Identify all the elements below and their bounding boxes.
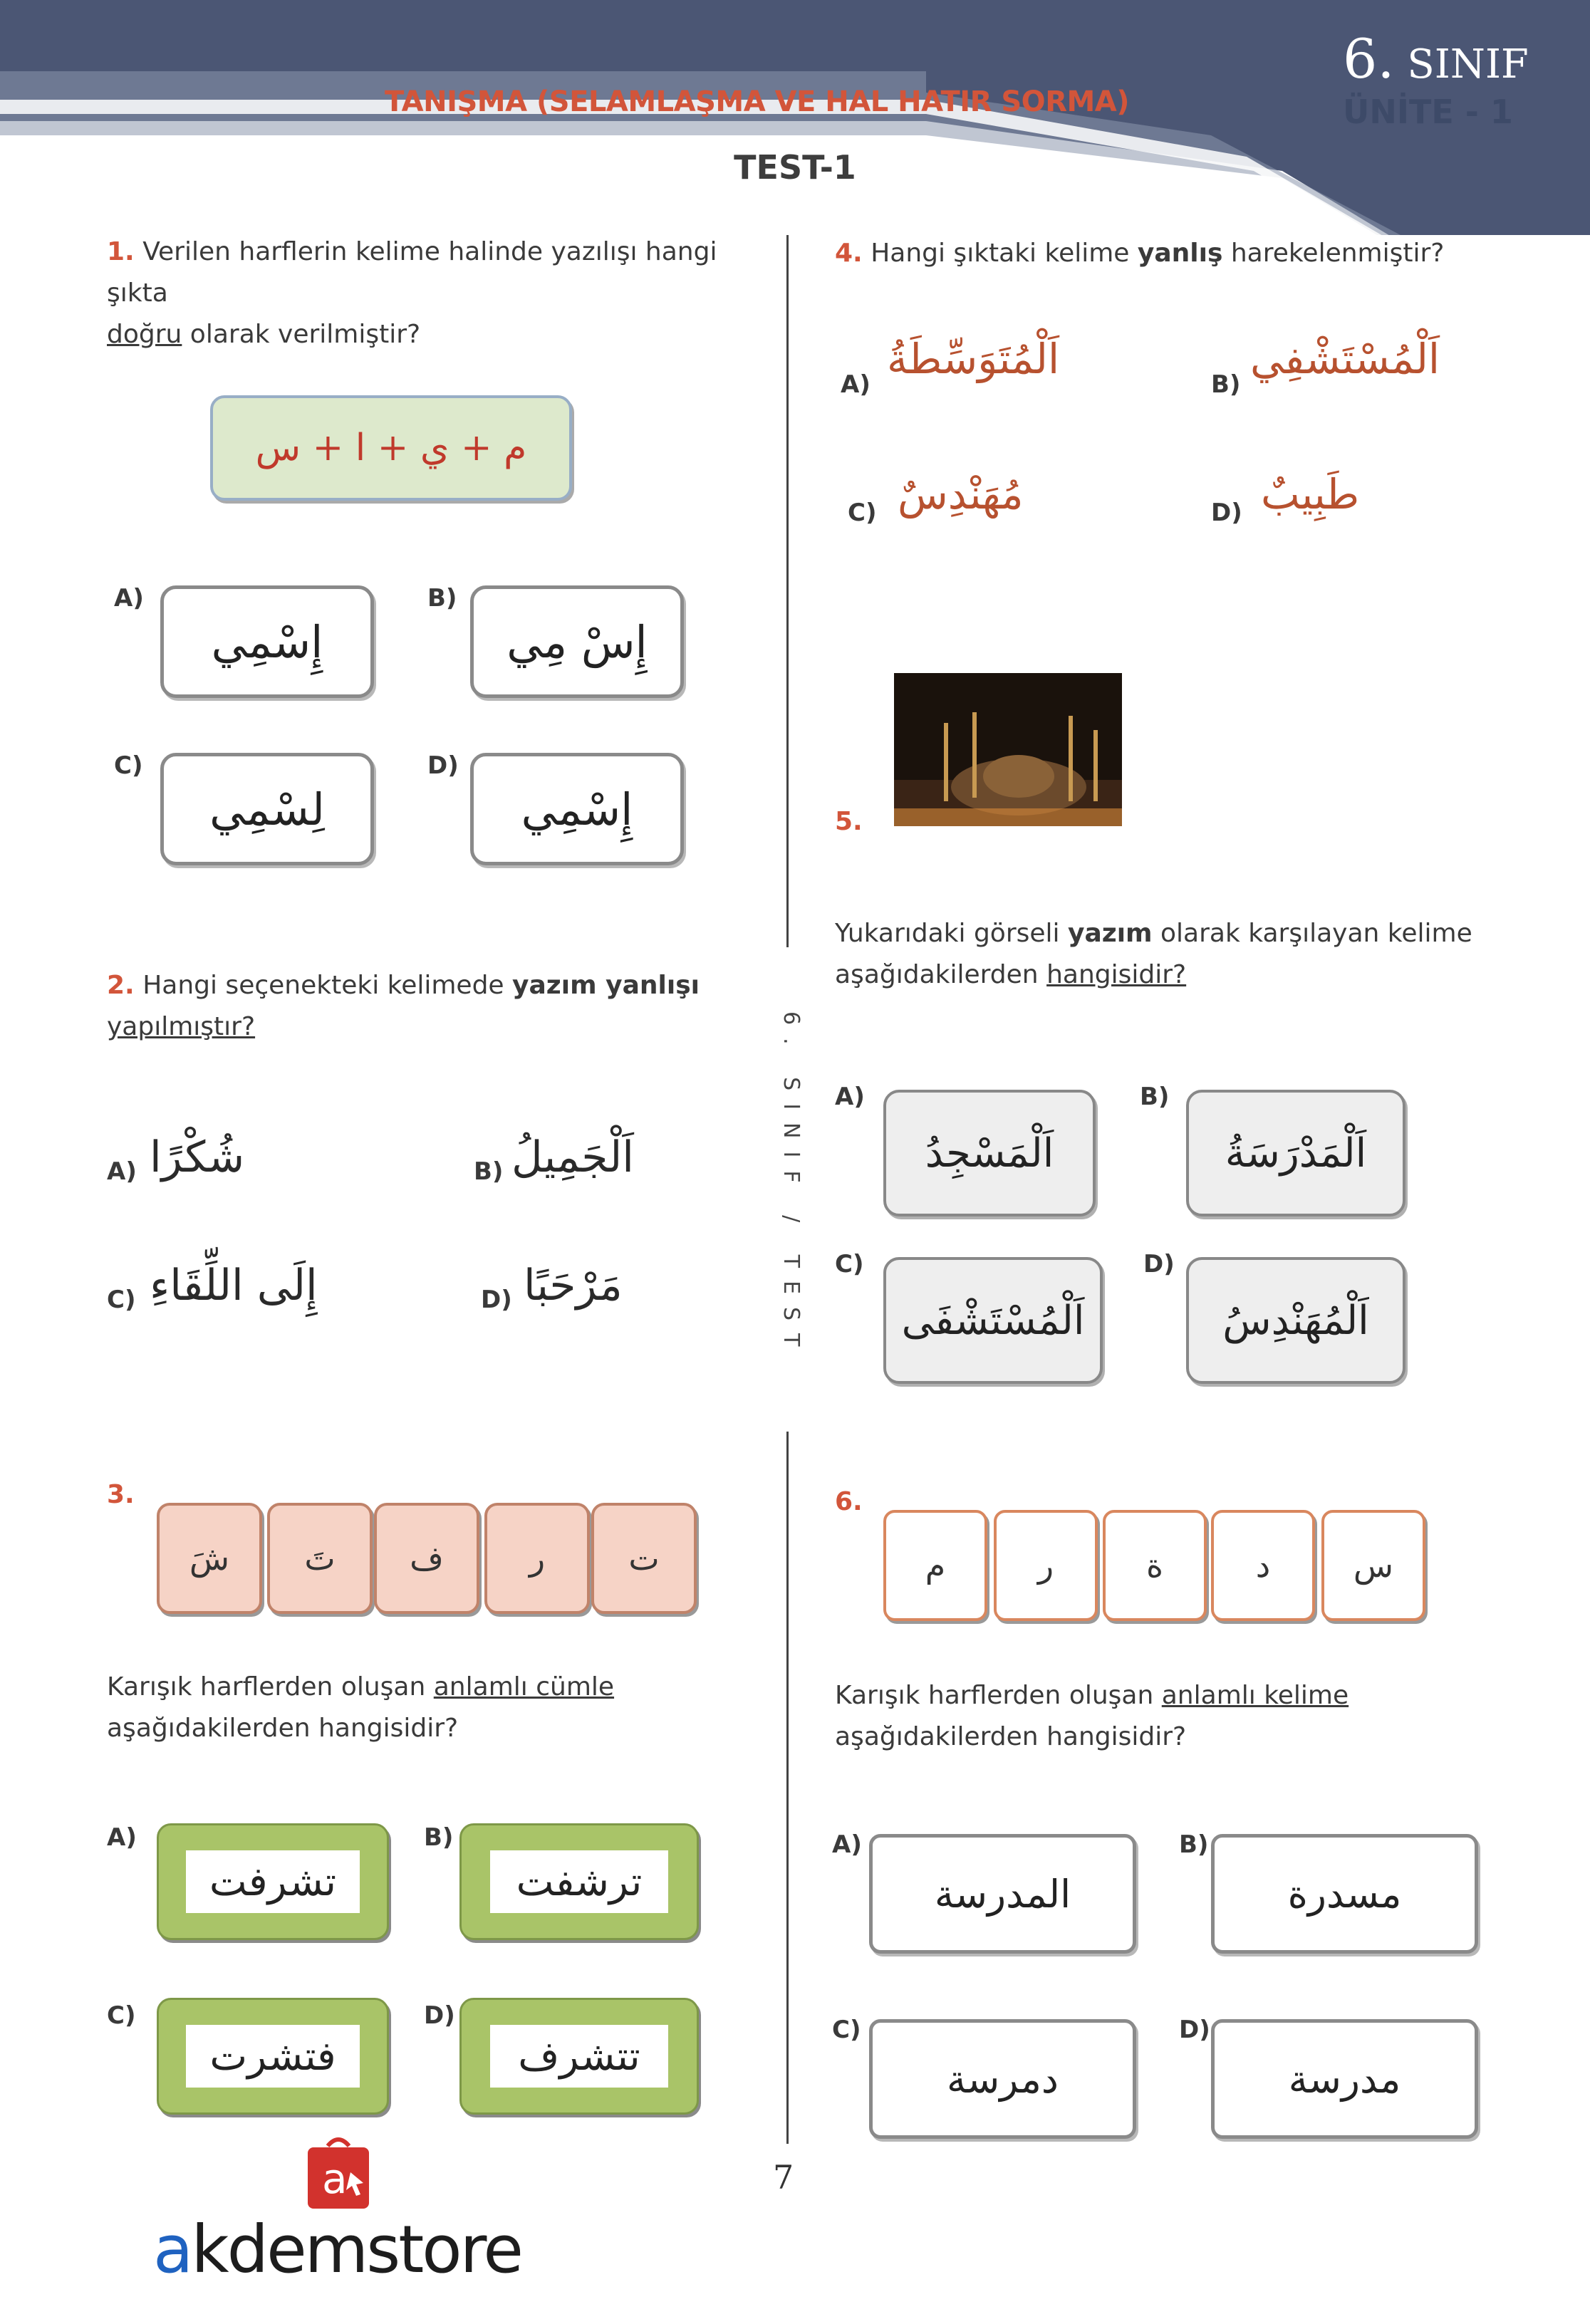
- q3-option-b[interactable]: [459, 1823, 699, 1940]
- q3-option-c[interactable]: [157, 1998, 389, 2115]
- logo-rest: kdemstore: [191, 2211, 521, 2288]
- q1-letters-box: [210, 395, 572, 501]
- q2-option-d-label: D): [481, 1286, 512, 1314]
- q3-option-c-label: C): [107, 2001, 136, 2030]
- q5-option-c[interactable]: [883, 1257, 1103, 1384]
- q3-option-d-word: تتشرف: [518, 2033, 640, 2080]
- q1-text-a: Verilen harflerin kelime halinde yazılışı hangi şıkta: [107, 237, 717, 308]
- q4-option-a-word[interactable]: اَلْمُتَوَسِّطَةُ: [887, 335, 1060, 383]
- q1-text: [107, 231, 762, 355]
- q3-tile-4-letter: تَ: [304, 1539, 336, 1578]
- q3-tile-3: [374, 1503, 479, 1614]
- q3-option-a[interactable]: [157, 1823, 389, 1940]
- q4-text-rest: harekelenmiştir?: [1222, 239, 1445, 268]
- q1-number: 1.: [107, 237, 135, 266]
- q2-option-c-word[interactable]: إِلَى اللِّقَاءِ: [150, 1261, 318, 1310]
- q3-option-c-word: فتشرت: [209, 2033, 336, 2080]
- q2-option-b-label: B): [474, 1157, 504, 1186]
- q3-text: [107, 1667, 762, 1749]
- q5-option-c-word: اَلْمُسْتَشْفَى: [901, 1297, 1085, 1344]
- q3-tile-5-letter: شَ: [189, 1539, 230, 1578]
- q2-option-d-word[interactable]: مَرْحَبًا: [524, 1261, 623, 1310]
- q1-option-d[interactable]: [470, 753, 684, 865]
- grade-text: SINIF: [1407, 41, 1529, 88]
- q1-option-b-label: B): [427, 584, 457, 613]
- q6-text: [835, 1675, 1476, 1758]
- mosque-photo: [894, 673, 1122, 826]
- q4-text-bold: yanlış: [1137, 239, 1223, 268]
- q5-option-d-word: اَلْمُهَنْدِسُ: [1222, 1297, 1369, 1344]
- unit-label: ÜNİTE - 1: [1343, 93, 1513, 131]
- q5-text-rest: olarak karşılayan kelime: [1152, 919, 1472, 948]
- q4-option-a-label: A): [841, 370, 871, 399]
- q4-option-c-label: C): [848, 499, 877, 527]
- q3-text-b: aşağıdakilerden hangisidir?: [107, 1714, 459, 1743]
- q2-text-underlined: yapılmıştır?: [107, 1012, 256, 1041]
- q1-letters: م + ي + ا + س: [255, 427, 527, 469]
- q3-tile-5: [157, 1503, 262, 1614]
- logo-wordmark: [153, 2211, 521, 2288]
- q4-option-b-word[interactable]: اَلْمُسْتَشْفِي: [1250, 335, 1440, 383]
- q4-option-c-word[interactable]: مُهَنْدِسٌ: [898, 470, 1024, 519]
- q3-option-a-label: A): [107, 1823, 137, 1852]
- q1-option-c-label: C): [114, 751, 143, 780]
- q2-text-bold: yazım yanlışı: [512, 971, 700, 1000]
- q6-option-a-label: A): [832, 1830, 862, 1859]
- q3-tile-4: [267, 1503, 373, 1614]
- column-divider-top: [786, 235, 789, 947]
- q6-tile-4-letter: ر: [1037, 1546, 1054, 1585]
- q1-option-d-label: D): [427, 751, 459, 780]
- topic-title: TANIŞMA (SELAMLAŞMA VE HAL HATIR SORMA): [385, 85, 1130, 118]
- q6-tile-3: [1103, 1510, 1207, 1621]
- q6-tile-1-letter: س: [1353, 1546, 1394, 1585]
- side-label: 6. SINIF / TEST: [779, 1011, 804, 1360]
- q6-option-d[interactable]: [1211, 2019, 1478, 2139]
- q2-option-c-label: C): [107, 1286, 136, 1314]
- q4-text: [835, 233, 1476, 274]
- grade-label: [1343, 27, 1529, 90]
- q3-option-b-label: B): [424, 1823, 454, 1852]
- q1-option-a[interactable]: [160, 585, 374, 698]
- logo-badge-icon: [299, 2133, 378, 2211]
- q5-text-underlined: hangisidir?: [1046, 960, 1187, 989]
- grade-number: 6.: [1343, 27, 1395, 90]
- q3-tile-2: [484, 1503, 590, 1614]
- q6-option-c-word: دمرسة: [947, 2056, 1059, 2102]
- q5-text-bold: yazım: [1068, 919, 1153, 948]
- q5-option-c-label: C): [835, 1250, 864, 1278]
- q1-option-c-word: لِسْمِي: [209, 783, 325, 835]
- q4-option-d-label: D): [1211, 499, 1242, 527]
- q5-text-a: Yukarıdaki görseli: [835, 919, 1068, 948]
- q6-tile-5: [883, 1510, 987, 1621]
- q5-text: [835, 913, 1476, 996]
- q5-option-d-label: D): [1143, 1250, 1175, 1278]
- q6-option-a[interactable]: [869, 1834, 1136, 1954]
- q6-number: 6.: [835, 1487, 863, 1516]
- q6-tile-2: [1211, 1510, 1315, 1621]
- q3-option-a-word: تشرفت: [209, 1858, 337, 1905]
- q5-option-b[interactable]: [1186, 1090, 1405, 1216]
- q6-option-d-label: D): [1179, 2016, 1210, 2044]
- q6-option-b[interactable]: [1211, 1834, 1478, 1954]
- q1-text-b: olarak verilmiştir?: [182, 320, 421, 349]
- q4-option-d-word[interactable]: طَبِيبٌ: [1261, 470, 1360, 519]
- q5-option-a[interactable]: [883, 1090, 1096, 1216]
- q5-option-a-label: A): [835, 1083, 865, 1111]
- q1-option-d-word: إِسْمِي: [521, 783, 633, 835]
- q1-option-a-label: A): [114, 584, 144, 613]
- q3-tile-1-letter: ت: [628, 1539, 660, 1578]
- q3-option-d[interactable]: [459, 1998, 699, 2115]
- q6-option-a-word: المدرسة: [934, 1871, 1071, 1917]
- q1-option-a-word: إِسْمِي: [211, 615, 323, 668]
- q5-text-b: aşağıdakilerden: [835, 960, 1047, 989]
- logo-badge-letter: a: [322, 2154, 348, 2203]
- q6-tile-4: [994, 1510, 1098, 1621]
- q2-option-a-label: A): [107, 1157, 137, 1186]
- q6-tile-3-letter: ة: [1145, 1546, 1164, 1585]
- page-number: 7: [773, 2158, 794, 2197]
- q5-option-b-word: اَلْمَدْرَسَةُ: [1225, 1130, 1367, 1177]
- q6-text-b: aşağıdakilerden hangisidir?: [835, 1722, 1187, 1751]
- q3-number: 3.: [107, 1480, 135, 1509]
- q1-text-underlined: doğru: [107, 320, 182, 349]
- q4-text-a: Hangi şıktaki kelime: [871, 239, 1138, 268]
- q4-number: 4.: [835, 239, 863, 268]
- q2-option-b-word[interactable]: اَلْجَمِيلُ: [511, 1132, 634, 1182]
- q3-text-underlined: anlamlı cümle: [433, 1672, 615, 1702]
- test-title: TEST-1: [734, 148, 856, 187]
- q3-option-b-word: ترشفت: [516, 1858, 643, 1905]
- q2-text: [107, 965, 762, 1048]
- q2-option-a-word[interactable]: شُكْرًا: [150, 1132, 245, 1182]
- q5-option-a-word: اَلْمَسْجِدُ: [925, 1130, 1054, 1177]
- column-divider-bottom: [786, 1432, 789, 2144]
- q3-text-a: Karışık harflerden oluşan: [107, 1672, 434, 1702]
- q6-tile-2-letter: د: [1255, 1546, 1271, 1585]
- q6-option-b-word: مسدرة: [1287, 1871, 1402, 1917]
- q6-option-b-label: B): [1179, 1830, 1209, 1859]
- q2-text-a: Hangi seçenekteki kelimede: [142, 971, 513, 1000]
- q6-option-c-label: C): [832, 2016, 861, 2044]
- q6-option-c[interactable]: [869, 2019, 1136, 2139]
- q1-option-c[interactable]: [160, 753, 374, 865]
- q3-option-d-label: D): [424, 2001, 455, 2030]
- q3-tile-1: [591, 1503, 697, 1614]
- q6-tile-1: [1321, 1510, 1425, 1621]
- q3-tile-3-letter: ف: [410, 1539, 444, 1578]
- q1-option-b-word: إِسْ مِي: [506, 615, 648, 668]
- q6-option-d-word: مدرسة: [1288, 2056, 1401, 2102]
- q6-text-a: Karışık harflerden oluşan: [835, 1681, 1162, 1710]
- q4-option-b-label: B): [1211, 370, 1241, 399]
- q5-option-d[interactable]: [1186, 1257, 1405, 1384]
- q1-option-b[interactable]: [470, 585, 684, 698]
- q3-tile-2-letter: ر: [529, 1539, 546, 1578]
- q5-option-b-label: B): [1140, 1083, 1170, 1111]
- q6-tile-5-letter: م: [925, 1546, 946, 1585]
- logo-a: a: [153, 2211, 192, 2288]
- q6-text-underlined: anlamlı kelime: [1161, 1681, 1349, 1710]
- q5-number: 5.: [835, 807, 863, 836]
- q2-number: 2.: [107, 971, 135, 1000]
